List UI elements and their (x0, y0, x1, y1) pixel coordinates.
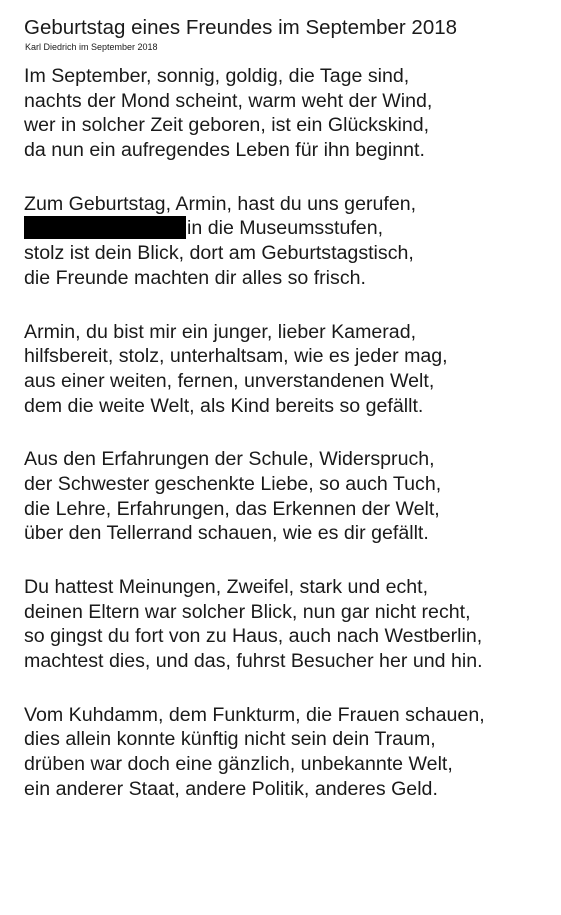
stanza-3 (24, 320, 554, 419)
poem-body (24, 64, 554, 831)
poem-line: Du hattest Meinungen, Zweifel, stark und echt, (24, 576, 429, 598)
stanza-6 (24, 703, 554, 802)
poem-line: Armin, du bist mir ein junger, lieber Kamerad, (24, 320, 417, 343)
poem-line: machtest dies, und das, fuhrst Besucher her und hin. (24, 650, 483, 673)
poem-line: dem die weite Welt, als Kind bereits so gefällt. (24, 394, 424, 417)
poem-line: hilfsbereit, stolz, unterhaltsam, wie es jeder mag, (24, 345, 448, 368)
poem-line: aus einer weiten, fernen, unverstandenen Welt, (24, 369, 435, 392)
poem-line: über den Tellerrand schauen, wie es dir gefällt. (24, 522, 429, 545)
poem-line: Vom Kuhdamm, dem Funkturm, die Frauen schauen, (24, 703, 485, 726)
poem-line: Zum Geburtstag, Armin, hast du uns gerufen, (24, 192, 417, 215)
poem-line: die Freunde machten dir alles so frisch. (24, 266, 366, 289)
poem-line: Aus den Erfahrungen der Schule, Widerspruch, (24, 448, 435, 471)
stanza-5 (24, 575, 554, 674)
poem-line-text: in die Museumsstufen, (187, 217, 384, 240)
poem-line: da nun ein aufregendes Leben für ihn beginnt. (24, 139, 425, 162)
poem-line: dies allein konnte künftig nicht sein dein Traum, (24, 728, 436, 751)
poem-line: stolz ist dein Blick, dort am Geburtstagstisch, (24, 242, 414, 265)
poem-line: drüben war doch eine gänzlich, unbekannte Welt, (24, 753, 453, 776)
poem-line: wer in solcher Zeit geboren, ist ein Glückskind, (24, 114, 430, 137)
poem-line: Im September, sonnig, goldig, die Tage sind, (24, 65, 410, 87)
poem-line: ein anderer Staat, andere Politik, anderes Geld. (24, 777, 438, 800)
poem-line: die Lehre, Erfahrungen, das Erkennen der Welt, (24, 497, 440, 520)
stanza-1 (24, 64, 554, 163)
poem-line: so gingst du fort von zu Haus, auch nach Westberlin, (24, 625, 483, 648)
document-subtitle: Karl Diedrich im September 2018 (25, 42, 158, 52)
poem-line: der Schwester geschenkte Liebe, so auch Tuch, (24, 472, 442, 495)
redaction-bar (24, 216, 186, 239)
poem-line: nachts der Mond scheint, warm weht der Wind, (24, 89, 433, 112)
document-title: Geburtstag eines Freundes im September 2018 (24, 16, 458, 39)
stanza-2 (24, 192, 554, 291)
stanza-4 (24, 447, 554, 546)
poem-line: deinen Eltern war solcher Blick, nun gar nicht recht, (24, 600, 471, 623)
poem-line-redacted (24, 216, 554, 241)
